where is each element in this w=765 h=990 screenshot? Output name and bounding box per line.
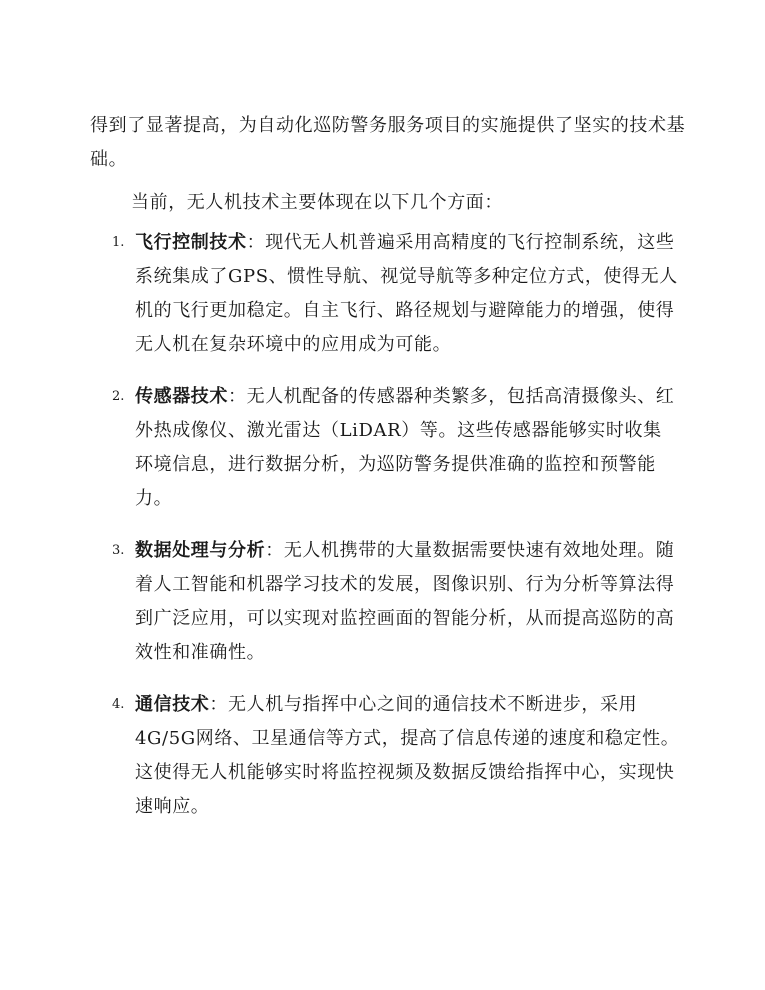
- list-item-term: 通信技术: [135, 694, 210, 715]
- list-item-number: 2.: [112, 389, 125, 404]
- list-item-text: 无人机配备的传感器种类繁多，包括高清摄像头、红外热成像仪、激光雷达（LiDAR）等。这些传感器能够实时收集环境信息，进行数据分析，为巡防警务提供准确的监控和预警能力。: [135, 386, 675, 509]
- list-item-term: 飞行控制技术: [135, 232, 247, 253]
- list-item-separator: ：: [246, 232, 266, 253]
- body-paragraph-intro: 当前，无人机技术主要体现在以下几个方面：: [131, 192, 503, 213]
- list-item: [0, 226, 680, 362]
- list-item-number: 3.: [112, 543, 125, 558]
- list-item-text: 无人机携带的大量数据需要快速有效地处理。随着人工智能和机器学习技术的发展，图像识别、行为分析等算法得到广泛应用，可以实现对监控画面的智能分析，从而提高巡防的高效性和准确性。: [135, 540, 675, 663]
- list-item-term: 数据处理与分析: [135, 540, 266, 561]
- list-item-separator: ：: [265, 540, 284, 561]
- list-item-term: 传感器技术: [135, 386, 228, 407]
- list-item-separator: ：: [228, 386, 247, 407]
- list-item: [0, 380, 680, 516]
- list-item-separator: ：: [209, 694, 229, 715]
- list-item-text: 现代无人机普遍采用高精度的飞行控制系统，这些系统集成了GPS、惯性导航、视觉导航等多种定位方式，使得无人机的飞行更加稳定。自主飞行、路径规划与避障能力的增强，使得无人机在复杂环境中的应用成为可能。: [135, 232, 678, 355]
- list-item: [0, 534, 680, 670]
- list-item-text: 无人机与指挥中心之间的通信技术不断进步，采用4G/5G网络、卫星通信等方式，提高了信息传递的速度和稳定性。这使得无人机能够实时将监控视频及数据反馈给指挥中心，实现快速响应。: [135, 694, 680, 817]
- list-item-number: 4.: [112, 697, 125, 712]
- body-paragraph-continued: 得到了显著提高，为自动化巡防警务服务项目的实施提供了坚实的技术基础。: [90, 115, 686, 170]
- list-item: [0, 688, 680, 824]
- list-item-number: 1.: [112, 235, 125, 250]
- technology-list: [0, 226, 765, 842]
